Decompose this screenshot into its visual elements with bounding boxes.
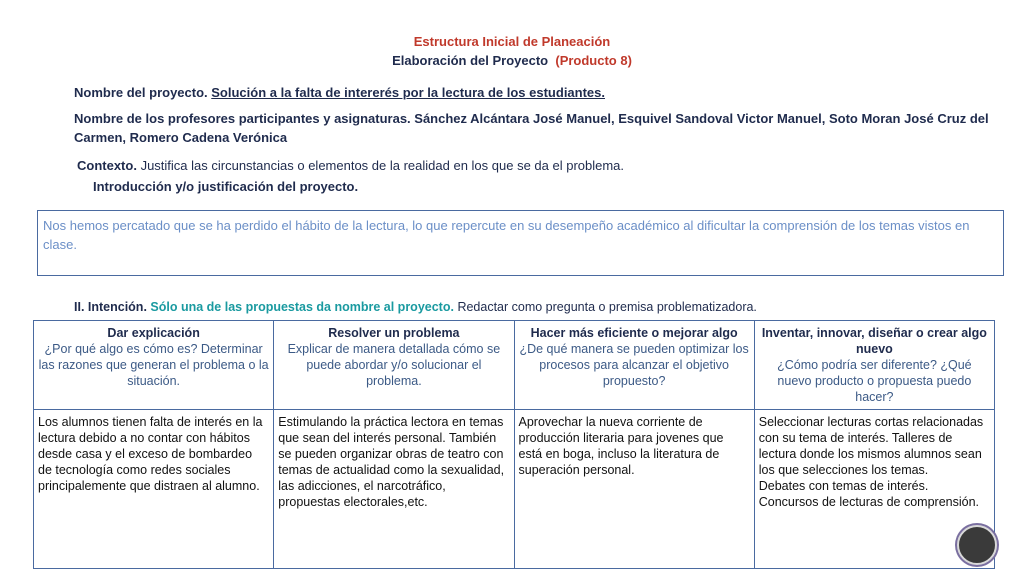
header-title: Resolver un problema <box>328 326 460 340</box>
intention-rest: Redactar como pregunta o premisa problematizadora. <box>457 300 757 314</box>
title-line2 <box>0 53 1024 68</box>
header-subtitle: ¿Cómo podría ser diferente? ¿Qué nuevo producto o propuesta puedo hacer? <box>777 358 972 404</box>
proposals-table <box>33 320 995 569</box>
header-cell-3 <box>514 321 754 410</box>
header-title: Inventar, innovar, diseñar o crear algo nuevo <box>761 326 987 356</box>
project-name-label: Nombre del proyecto. <box>74 85 208 100</box>
header-cell-1 <box>34 321 274 410</box>
intention-line <box>74 300 757 314</box>
content-cell-1: Los alumnos tienen falta de interés en la lectura debido a no contar con hábitos desde casa y el exceso de bombardeo de tecnología como redes sociales principalemente que distraen al alumno. <box>34 410 274 569</box>
context-text: Justifica las circunstancias o elementos de la realidad en los que se da el problema. <box>140 158 625 173</box>
title-line1: Estructura Inicial de Planeación <box>413 34 611 49</box>
header-subtitle: ¿De qué manera se pueden optimizar los procesos para alcanzar el objetivo propuesto? <box>519 342 749 388</box>
header-subtitle: Explicar de manera detallada cómo se puede abordar y/o solucionar el problema. <box>287 342 501 388</box>
header-cell-4 <box>754 321 994 410</box>
header-subtitle: ¿Por qué algo es cómo es? Determinar las razones que generan el problema o la situación. <box>38 342 269 388</box>
title-main: Elaboración del Proyecto <box>392 53 549 68</box>
project-name-line <box>74 85 605 100</box>
slide-number-badge <box>957 525 997 565</box>
header-title: Dar explicación <box>107 326 200 340</box>
introduction-box: Nos hemos percatado que se ha perdido el hábito de la lectura, lo que repercute en su desempeño académico al dificultar la comprensión de los temas vistos en clase. <box>37 210 1004 276</box>
context-line <box>77 158 624 173</box>
content-cell-2: Estimulando la práctica lectora en temas que sean del interés personal. También se pueden organizar obras de teatro con temas de actualidad como la sexualidad, las adicciones, el narcotráfico, propuestas electorales,etc. <box>274 410 514 569</box>
context-label: Contexto. <box>77 158 137 173</box>
table-row <box>34 410 995 569</box>
teachers-line1: Nombre de los profesores participantes y asignaturas. Sánchez Alcántara José Manuel, Esquivel Sandoval Victor Manuel, Soto Moran José Cruz del <box>74 111 989 126</box>
teachers-line2: Carmen, Romero Cadena Verónica <box>74 130 288 145</box>
intro-heading: Introducción y/o justificación del proyecto. <box>93 179 359 194</box>
intention-highlight: Sólo una de las propuestas da nombre al proyecto. <box>150 300 454 314</box>
intention-label: II. Intención. <box>74 300 147 314</box>
table-header-row <box>34 321 995 410</box>
content-cell-4: Seleccionar lecturas cortas relacionadas con su tema de interés. Talleres de lectura donde los mismos alumnos sean los que selecciones los temas. Debates con temas de interés. Concursos de lecturas de comprensión. <box>754 410 994 569</box>
project-name-value: Solución a la falta de intererés por la lectura de los estudiantes. <box>211 85 605 100</box>
content-cell-3: Aprovechar la nueva corriente de producción literaria para jovenes que está en boga, incluso la literatura de superación personal. <box>514 410 754 569</box>
header-title: Hacer más eficiente o mejorar algo <box>530 326 738 340</box>
header-cell-2 <box>274 321 514 410</box>
title-product: (Producto 8) <box>555 53 632 68</box>
